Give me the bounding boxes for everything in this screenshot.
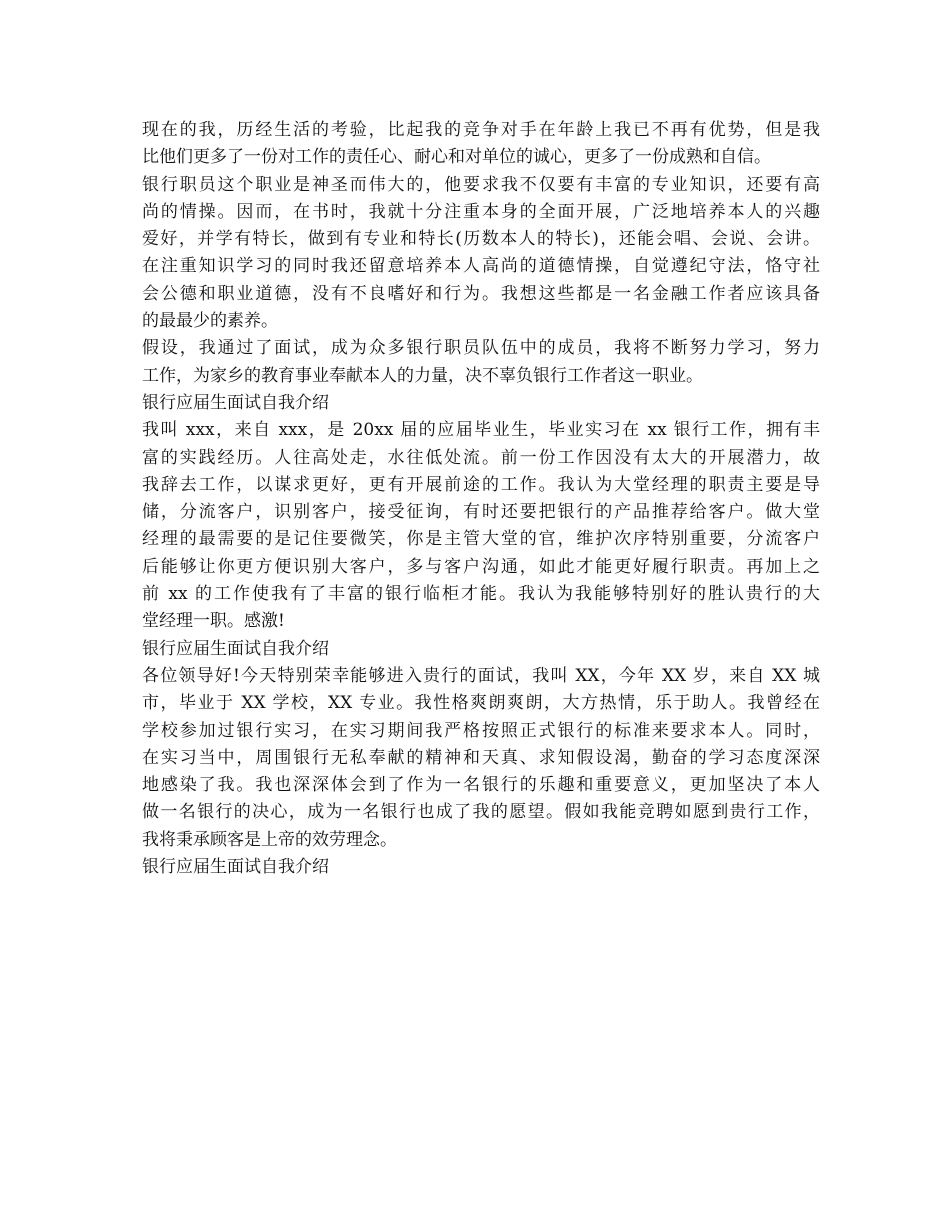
text-line: 堂经理一职。感激! [142,611,285,632]
text-line: 富的实践经历。人往高处走，水往低处流。前一份工作因没有太大的开展潜力，故 [142,447,820,468]
text-line: 我叫 xxx，来自 xxx，是 20xx 届的应届毕业生，毕业实习在 xx 银行工作，拥有丰 [142,420,820,441]
heading-text: 银行应届生面试自我介绍 [142,392,329,413]
text-line: 储，分流客户，识别客户，接受征询，有时还要把银行的产品推荐给客户。做大堂 [142,502,820,523]
text-line: 现在的我，历经生活的考验，比起我的竞争对手在年龄上我已不再有优势，但是我 [142,120,820,140]
text-line: 各位领导好!今天特别荣幸能够进入贵行的面试，我叫 XX，今年 XX 岁，来自 XX 城 [142,665,820,686]
text-line: 会公德和职业道德，没有不良嗜好和行为。我想这些都是一名金融工作者应该具备 [142,283,820,304]
text-line: 经理的最需要的是记住要微笑，你是主管大堂的官，维护次序特别重要，分流客户 [142,529,820,550]
paragraph [142,663,820,854]
text-line: 地感染了我。我也深深体会到了作为一名银行的乐趣和重要意义，更加坚决了本人 [142,775,820,796]
section-heading [142,636,820,663]
paragraph [142,335,820,390]
text-line: 爱好，并学有特长，做到有专业和特长(历数本人的特长)，还能会唱、会说、会讲。 [142,229,820,250]
text-line: 在注重知识学习的同时我还留意培养本人高尚的道德情操，自觉遵纪守法，恪守社 [142,256,820,277]
heading-text: 银行应届生面试自我介绍 [142,857,329,878]
text-line: 银行职员这个职业是神圣而伟大的，他要求我不仅要有丰富的专业知识，还要有高 [142,174,820,195]
text-line: 市，毕业于 XX 学校，XX 专业。我性格爽朗爽朗，大方热情，乐于助人。我曾经在 [142,693,820,714]
text-line: 的最最少的素养。 [142,311,278,332]
section-heading [142,854,820,881]
text-line: 学校参加过银行实习，在实习期间我严格按照正式银行的标准来要求本人。同时， [142,720,820,741]
text-line: 尚的情操。因而，在书时，我就十分注重本身的全面开展，广泛地培养本人的兴趣 [142,201,820,222]
paragraph [142,117,820,172]
heading-text: 银行应届生面试自我介绍 [142,638,329,659]
paragraph [142,172,820,336]
document-body [142,117,820,881]
text-line: 假设，我通过了面试，成为众多银行职员队伍中的成员，我将不断努力学习，努力 [142,338,820,359]
text-line: 我将秉承顾客是上帝的效劳理念。 [142,829,397,850]
paragraph [142,417,820,635]
text-line: 前 xx 的工作使我有了丰富的银行临柜才能。我认为我能够特别好的胜认贵行的大 [142,584,820,605]
text-line: 在实习当中，周围银行无私奉献的精神和天真、求知假设渴，勤奋的学习态度深深 [142,747,820,768]
text-line: 我辞去工作，以谋求更好，更有开展前途的工作。我认为大堂经理的职责主要是导 [142,474,820,495]
text-line: 做一名银行的决心，成为一名银行也成了我的愿望。假如我能竞聘如愿到贵行工作， [142,802,820,823]
text-line: 工作，为家乡的教育事业奉献本人的力量，决不辜负银行工作者这一职业。 [142,365,703,386]
section-heading [142,390,820,417]
text-line: 后能够让你更方便识别大客户，多与客户沟通，如此才能更好履行职责。再加上之 [142,556,820,577]
text-line: 比他们更多了一份对工作的责任心、耐心和对单位的诚心，更多了一份成熟和自信。 [142,147,771,168]
